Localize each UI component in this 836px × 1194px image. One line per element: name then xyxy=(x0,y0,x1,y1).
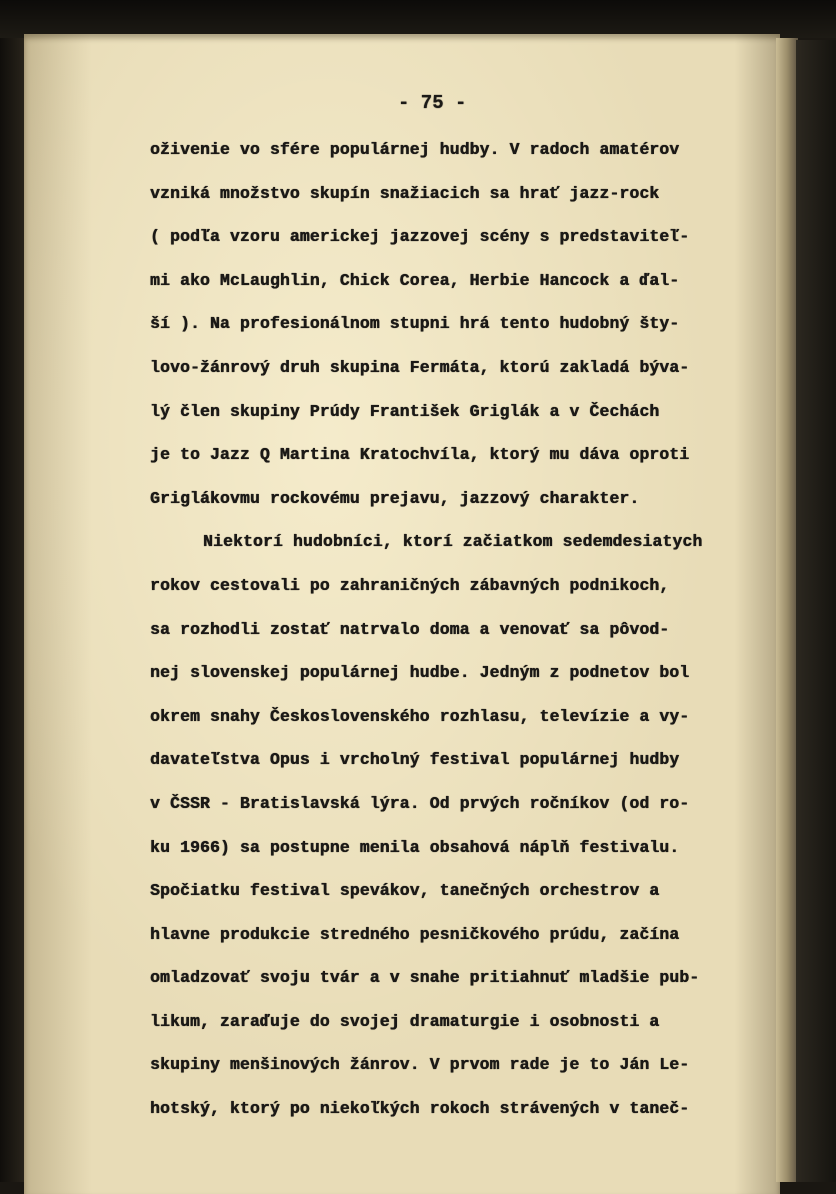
book-binding-gutter xyxy=(0,38,26,1182)
text-line: je to Jazz Q Martina Kratochvíla, ktorý mu dáva oproti xyxy=(150,445,690,465)
text-line: nej slovenskej populárnej hudbe. Jedným z podnetov bol xyxy=(150,663,690,683)
text-line: hlavne produkcie stredného pesničkového prúdu, začína xyxy=(150,924,680,944)
text-line: v ČSSR - Bratislavská lýra. Od prvých ročníkov (od ro- xyxy=(150,793,690,813)
scan-top-border xyxy=(0,0,836,38)
page-number: - 75 - xyxy=(398,92,467,114)
text-line: mi ako McLaughlin, Chick Corea, Herbie Hancock a ďal- xyxy=(150,270,680,290)
text-line: hotský, ktorý po niekoľkých rokoch strávených v taneč- xyxy=(150,1099,690,1119)
text-line: Spočiatku festival spevákov, tanečných orchestrov a xyxy=(150,881,660,901)
text-line: ší ). Na profesionálnom stupni hrá tento hudobný šty- xyxy=(150,314,680,334)
text-line: okrem snahy Československého rozhlasu, televízie a vy- xyxy=(150,706,690,726)
text-line: ( podľa vzoru americkej jazzovej scény s predstaviteľ- xyxy=(150,227,690,247)
text-line: likum, zaraďuje do svojej dramaturgie i osobnosti a xyxy=(150,1011,660,1031)
text-line: oživenie vo sfére populárnej hudby. V radoch amatérov xyxy=(150,140,680,159)
text-line: lý člen skupiny Prúdy František Griglák a v Čechách xyxy=(150,401,660,421)
text-line: rokov cestovali po zahraničných zábavných podnikoch, xyxy=(150,575,670,595)
text-line: lovo-žánrový druh skupina Fermáta, ktorú zakladá býva- xyxy=(150,357,690,377)
text-line: Niektorí hudobníci, ktorí začiatkom sedemdesiatych xyxy=(203,532,703,552)
text-line: vzniká množstvo skupín snažiacich sa hrať jazz-rock xyxy=(150,183,660,203)
text-line: omladzovať svoju tvár a v snahe pritiahnuť mladšie pub- xyxy=(150,968,700,988)
body-text xyxy=(150,132,750,1135)
page-stack-edge xyxy=(776,38,798,1182)
text-line: skupiny menšinových žánrov. V prvom rade je to Ján Le- xyxy=(150,1055,690,1075)
text-line: davateľstva Opus i vrcholný festival populárnej hudby xyxy=(150,750,680,770)
text-line: Griglákovmu rockovému prejavu, jazzový charakter. xyxy=(150,488,640,508)
scan-right-border xyxy=(796,40,836,1182)
text-line: ku 1966) sa postupne menila obsahová náplň festivalu. xyxy=(150,837,680,857)
text-line: sa rozhodli zostať natrvalo doma a venovať sa pôvod- xyxy=(150,619,670,639)
